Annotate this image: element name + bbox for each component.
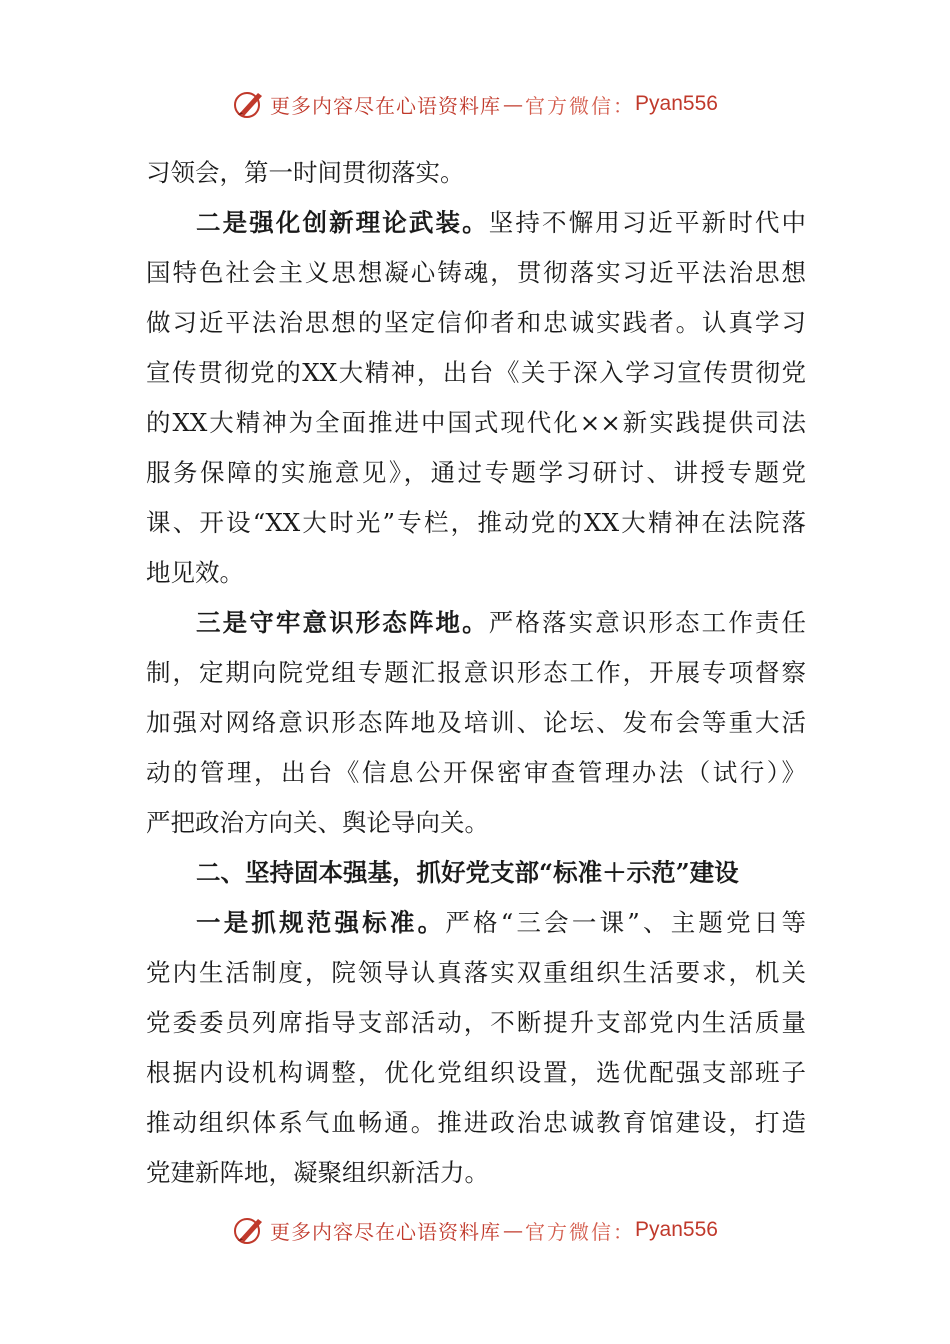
- watermark-banner-top: [0, 84, 950, 124]
- paragraph-line: 习领会，第一时间贯彻落实。: [146, 158, 465, 187]
- paragraph-line: 严把政治方向关、舆论导向关。: [146, 808, 489, 837]
- paragraph-heading: 一是抓规范强标准。: [196, 908, 446, 937]
- paragraph-line: 党建新阵地，凝聚组织新活力。: [146, 1158, 489, 1187]
- paragraph-line: 服务保障的实施意见》，通过专题学习研讨、讲授专题党: [146, 458, 806, 487]
- section-heading: 二、坚持固本强基，抓好党支部“标准＋示范”建设: [196, 858, 739, 887]
- paragraph-line: [146, 598, 806, 648]
- paragraph-line: 推动组织体系气血畅通。推进政治忠诚教育馆建设，打造: [146, 1108, 806, 1137]
- paragraph-line: 制，定期向院党组专题汇报意识形态工作，开展专项督察: [146, 658, 806, 687]
- paragraph-line: 做习近平法治思想的坚定信仰者和忠诚实践者。认真学习: [146, 308, 806, 337]
- watermark-wechat-label: 官方微信：: [525, 1219, 636, 1244]
- paragraph-line: 加强对网络意识形态阵地及培训、论坛、发布会等重大活: [146, 708, 806, 737]
- paragraph-line: 党内生活制度，院领导认真落实双重组织生活要求，机关: [146, 958, 806, 987]
- paragraph-line: 动的管理，出台《信息公开保密审查管理办法（试行）》: [146, 758, 806, 787]
- paragraph-line: [146, 198, 806, 248]
- paragraph-heading: 二是强化创新理论武装。: [196, 208, 489, 237]
- pen-logo-icon: [232, 1213, 266, 1247]
- watermark-banner-bottom: [0, 1210, 950, 1250]
- paragraph-text: 严格“三会一课”、主题党日等: [445, 908, 806, 937]
- paragraph-line: 的XX大精神为全面推进中国式现代化××新实践提供司法: [146, 408, 806, 437]
- watermark-dash: —: [503, 1218, 524, 1242]
- paragraph-line: 宣传贯彻党的XX大精神，出台《关于深入学习宣传贯彻党: [146, 358, 806, 387]
- watermark-site-name: 更多内容尽在心语资料库: [270, 1219, 502, 1244]
- paragraph-line: 地见效。: [146, 558, 244, 587]
- paragraph-line: 国特色社会主义思想凝心铸魂，贯彻落实习近平法治思想: [146, 258, 806, 287]
- paragraph-text: 坚持不懈用习近平新时代中: [488, 208, 806, 237]
- pen-logo-icon: [232, 87, 266, 121]
- paragraph-line: [146, 898, 806, 948]
- paragraph-line: 课、开设“XX大时光”专栏，推动党的XX大精神在法院落: [146, 508, 806, 537]
- watermark-dash: —: [503, 92, 524, 116]
- paragraph-line: 根据内设机构调整，优化党组织设置，选优配强支部班子: [146, 1058, 806, 1087]
- document-body: [146, 148, 806, 1198]
- paragraph-line: 党委委员列席指导支部活动，不断提升支部党内生活质量: [146, 1008, 806, 1037]
- watermark-wechat-id: Pyan556: [635, 1218, 718, 1241]
- paragraph-heading: 三是守牢意识形态阵地。: [196, 608, 489, 637]
- watermark-site-name: 更多内容尽在心语资料库: [270, 93, 502, 118]
- watermark-wechat-id: Pyan556: [635, 92, 718, 115]
- watermark-wechat-label: 官方微信：: [525, 93, 636, 118]
- paragraph-text: 严格落实意识形态工作责任: [488, 608, 806, 637]
